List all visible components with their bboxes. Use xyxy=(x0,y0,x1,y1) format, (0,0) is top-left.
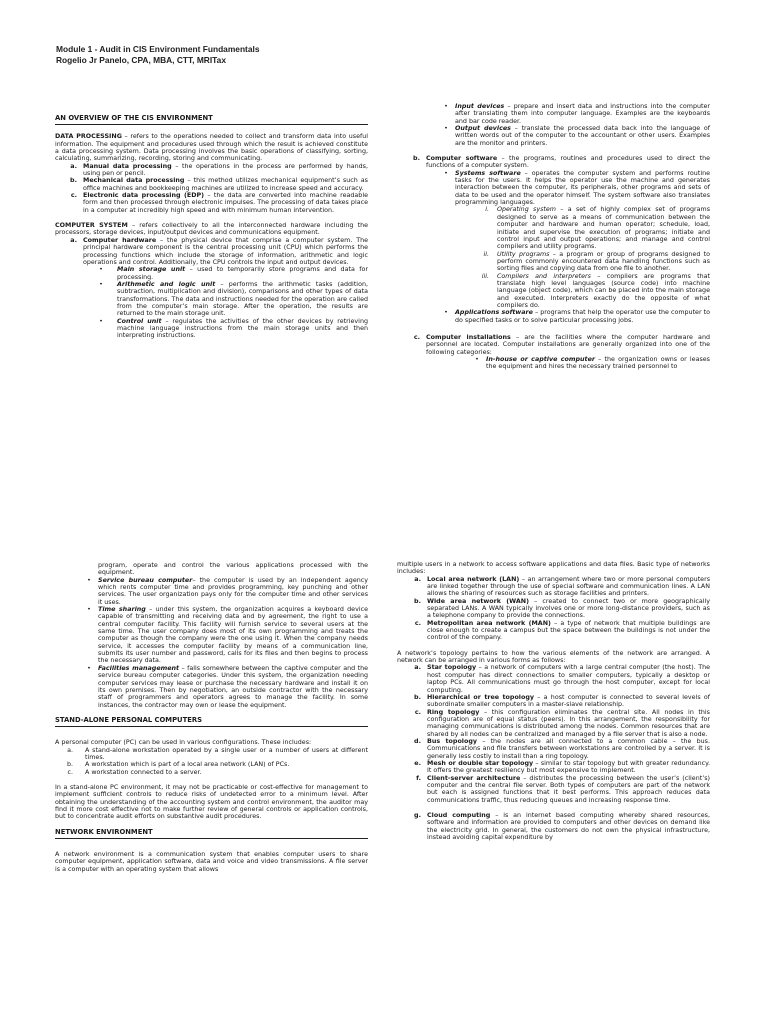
list-item: c. Electronic data processing (EDP) – the data are converted into machine readable form and then processed through electronic impulses. The processing of data takes place in a computer at incredibly high speed and with minimum human intervention. xyxy=(70,192,368,214)
page1-right-column xyxy=(412,103,710,371)
list-item: b. Mechanical data processing – this method utilizes mechanical equipment’s such as office machines and bookkeeping machines are utilized to increase speed and accuracy. xyxy=(70,177,368,192)
installation-continued xyxy=(55,562,368,577)
list-item: iii. Compilers and interpreters – compilers are programs that translate high level languages (source code) into machine language (object code), which can be placed into the main storage and executed. Interpreters exactly do the opposite of what compilers do. xyxy=(481,272,710,309)
list-item: • Time sharing – under this system, the organization acquires a keyboard device capable of transmitting and receiving data and by agreement, the right to use a central computer facility. This facility will furnish service to several users at the same time. The user company does most of its own programming and treats the computer as though the company were the one using it. When the company needs service, it accesses the computer facility by means of a communication line, submits its user number and password, calls for its files and then begins to process the necessary data. xyxy=(87,606,368,665)
topology-intro: A network’s topology pertains to how the various elements of the network are arranged. A network can be arranged in various forms as follows: xyxy=(397,649,710,665)
list-item: f. Client-server architecture – distributes the processing between the user’s (client’s) computer and the central file server. Both types of computers are part of the network but each is assigned functions that it best performs. This approach reduces data communications traffic, thus reducing queues and increasing response time. xyxy=(416,774,710,804)
section-heading-overview: AN OVERVIEW OF THE CIS ENVIRONMENT xyxy=(55,115,368,125)
list-item: • Input devices – prepare and insert data and instructions into the computer after translating them into computer language. Examples are the keyboards and bar code reader. xyxy=(444,103,710,125)
list-item: b. Wide area network (WAN) – created to connect two or more geographically separated LANs. A WAN typically involves one or more long-distance providers, such as a telephone company to provide the connections. xyxy=(414,597,711,620)
hardware-bullets xyxy=(55,266,368,339)
module-header xyxy=(56,44,260,66)
list-item: • In-house or captive computer – the organization owns or leases the equipment and hires the necessary trained personnel to xyxy=(475,356,710,371)
installation-bullets xyxy=(412,356,710,371)
computer-system-paragraph: COMPUTER SYSTEM – refers collectively to all the interconnected hardware including the processors, storage devices, input/output devices and communications equipment. xyxy=(55,222,368,237)
page1-left-column xyxy=(55,115,368,340)
list-item: i. Operating system – a set of highly complex set of programs designed to serve as a means of communication between the computer and hardware and human operator; schedule, load, initiate and supervise the execution of programs; initiate and control input and output operations; and manage and control compilers and utility programs. xyxy=(485,206,710,251)
document-page-2 xyxy=(0,548,768,1024)
list-item: c. Ring topology – this configuration eliminates the central site. All nodes in this configuration are of equal status (peers). In this arrangement, the responsibility for managing communications is distributed among the nodes. Common resources that are shared by all nodes can be centralized and managed by a file server that is also a node. xyxy=(414,708,710,738)
continued-text: program, operate and control the various applications processed with the equipment. xyxy=(98,562,368,577)
section-heading-stand-alone: STAND-ALONE PERSONAL COMPUTERS xyxy=(55,717,368,727)
list-item: a. Star topology – a network of computers with a large central computer (the host). The host computer has direct connections to smaller computers, typically a desktop or laptop PCs. All communications must go through the host computer, except for local computing. xyxy=(414,664,711,694)
list-item: b. A workstation which is part of a local area network (LAN) of PCs. xyxy=(66,761,290,769)
list-item: e. Mesh or double star topology – similar to star topology but with greater redundancy. It offers the greatest resiliency but most expensive to implement. xyxy=(414,759,710,775)
list-item: a. A stand-alone workstation operated by a single user or a number of users at different times. xyxy=(67,746,368,761)
page2-left-column xyxy=(55,562,368,873)
list-item: • Service bureau computer– the computer is used by an independent agency which rents computer time and provides programming, key punching and other services. The user organization pays only for the computer time and other services it uses. xyxy=(87,576,368,606)
list-item: • Systems software – operates the computer system and performs routine tasks for the users. It helps the operator use the machine and generates interaction between the computer, its peripherals, other programs and sets of data to be used and the operator himself. The system software also translates programming languages. xyxy=(444,169,710,207)
list-item: b. Computer software – the programs, routines and procedures used to direct the functions of a computer system. xyxy=(413,155,711,170)
list-item: c. Metropolitan area network (MAN) – a type of network that multiple buildings are close enough to create a campus but the space between the buildings is not under the control of the company. xyxy=(414,619,710,642)
module-title: Module 1 - Audit in CIS Environment Fundamentals xyxy=(56,44,260,54)
systems-software-subitems xyxy=(437,206,710,309)
list-item: • Arithmetic and logic unit – performs the arithmetic tasks (addition, subtraction, multiplication and division), comparisons and other types of data transformations. The data and instructions needed for the operation are called from the computer’s main storage. After the operation, the results are returned to the main storage unit. xyxy=(99,280,368,318)
network-continued: multiple users in a network to access software applications and data files. Basic type of networks includes: xyxy=(397,561,710,576)
list-item: c. Computer installations – are the facilities where the computer hardware and personnel are located. Computer installations are generally organized into one of the following categories: xyxy=(413,333,710,356)
list-item: • Output devices – translate the processed data back into the language of written words out of the computer to the accountant or other users. Examples are the monitor and printers. xyxy=(444,125,711,147)
stand-alone-intro: A personal computer (PC) can be used in various configurations. These includes: xyxy=(55,739,312,747)
list-item: b. Hierarchical or tree topology – a host computer is connected to several levels of subordinate smaller computers in a master-slave relationship. xyxy=(414,693,711,709)
list-item: ii. Utility programs – a program or group of programs designed to perform commonly encountered data handling functions such as sorting files and copying data from one file to another. xyxy=(483,250,710,273)
section-heading-network: NETWORK ENVIRONMENT xyxy=(55,829,368,839)
list-item: • Control unit – regulates the activities of the other devices by retrieving machine language instructions from the main storage units and then interpreting instructions. xyxy=(99,317,368,340)
author-line: Rogelio Jr Panelo, CPA, MBA, CTT, MRITax xyxy=(56,55,226,65)
list-item: d. Bus topology – the nodes are all connected to a common cable – the bus. Communications and file transfers between workstations are controlled by a server. It is generally less costly to install than a ring topology. xyxy=(414,737,710,760)
io-bullets xyxy=(412,103,710,147)
page2-right-column xyxy=(397,561,710,841)
data-processing-paragraph: DATA PROCESSING – refers to the operations needed to collect and transform data into useful information. The equipment and procedures used through which the result is achieved constitute a data processing system. Data processing involves the basic operations of classifying, sorting, calculating, summarizing, recording, storing and communicating. xyxy=(55,133,368,163)
list-item: • Applications software – programs that help the operator use the computer to do specified tasks or to solve particular processing jobs. xyxy=(444,309,710,324)
list-item: a. Manual data processing – the operations in the process are performed by hands, using pen or pencil. xyxy=(70,162,368,178)
stand-alone-paragraph: In a stand-alone PC environment, it may not be practicable or cost-effective for management to implement sufficient controls to reduce risks of undetected error to a minimum level. After obtaining the understanding of the accounting system and control environment, the auditor may find it more cost effective not to make further review of general controls or application controls, but to concentrate audit efforts on substantive audit procedures. xyxy=(55,783,368,821)
network-paragraph: A network environment is a communication system that enables computer users to share computer equipment, application software, data and voice and video transmissions. A file server is a computer with an operating system that allows xyxy=(55,851,368,873)
list-item: c. A workstation connected to a server. xyxy=(67,768,202,776)
list-item: a. Computer hardware – the physical device that comprise a computer system. The principal hardware component is the central processing unit (CPU) which performs the processing functions which include the storage of information, arithmetic and logic operations and control. Additionally, the CPU controls the input and output devices. xyxy=(70,236,368,266)
list-item: • Main storage unit – used to temporarily store programs and data for processing. xyxy=(99,266,368,281)
list-item: a. Local area network (LAN) – an arrangement where two or more personal computers are linked together through the use of special software and communication lines. A LAN allows the sharing of resources such as storage facilities and printers. xyxy=(414,575,710,598)
installation-bullets-continued xyxy=(55,577,368,709)
list-item: • Facilities management – falls somewhere between the captive computer and the service bureau computer categories. Under this system, the organization needing computer services may lease or purchase the necessary hardware and install it on its own premises. Then by negotiation, an outside contractor with the necessary staff of programmers and operators agrees to manage the facility. In some instances, the contractor may own or lease the equipment. xyxy=(87,664,368,709)
list-item: g. Cloud computing – is an internet based computing whereby shared resources, software and information are provided to computers and other devices on demand like the electricity grid. In general, the customers do not own the physical infrastructure, instead avoiding capital expenditure by xyxy=(414,812,710,842)
software-bullets xyxy=(412,170,710,324)
